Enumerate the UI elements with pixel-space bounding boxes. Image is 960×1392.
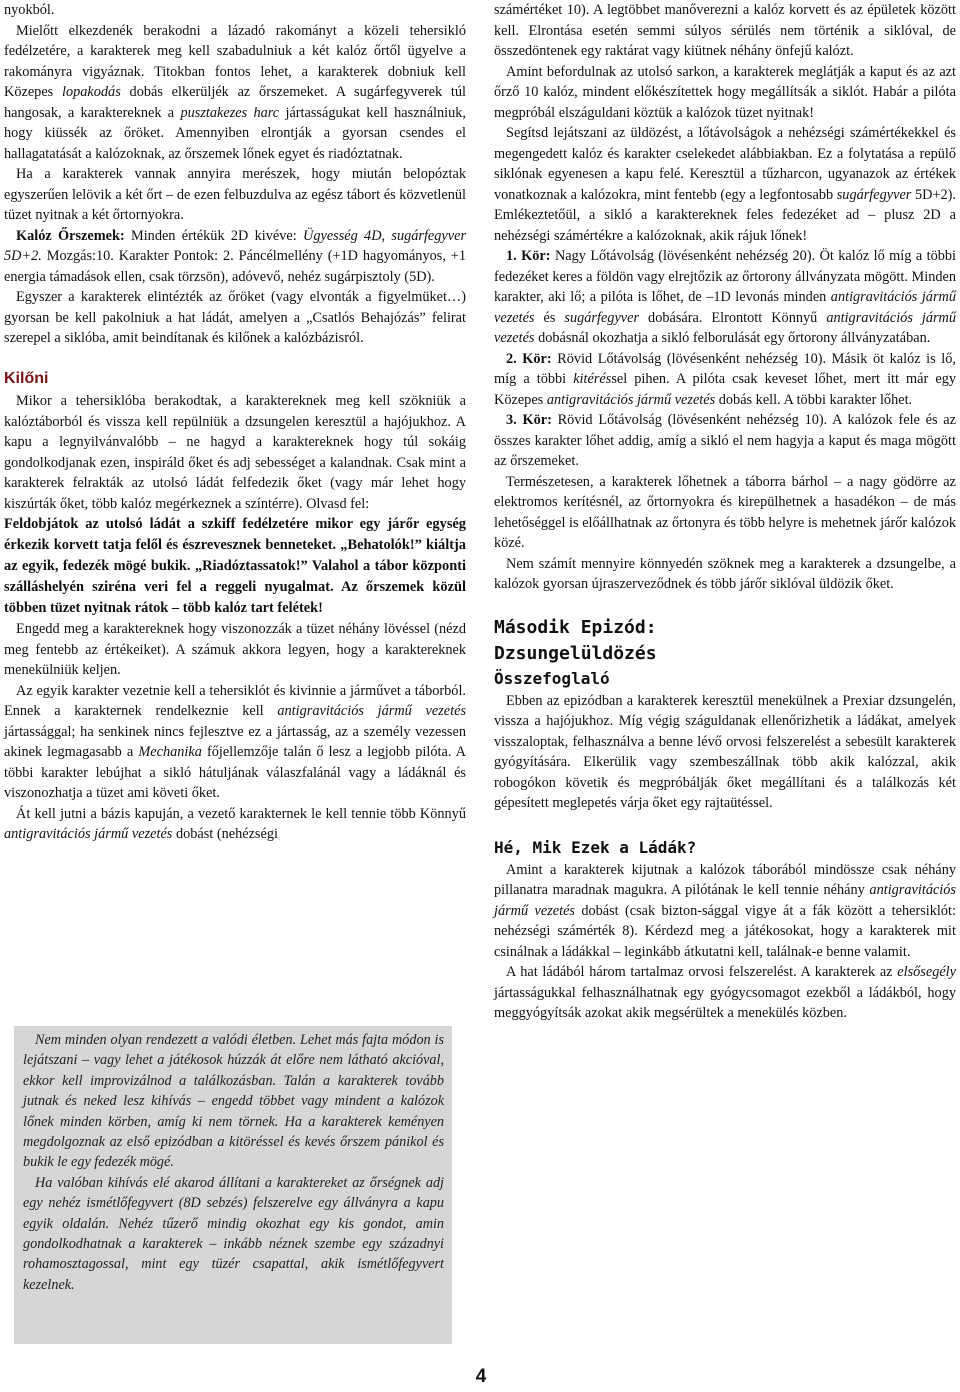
paragraph: Természetesen, a karakterek lőhetnek a táborra bárhol – a nagy gödörre az elektromos kerítésnél, az őrtornyokra és kirepülhetnek a hasadékon – de más lehetőséggel is előállhatnak az őrtonyra és több helyre is mehetnek járőr kalózok közé.: [494, 473, 956, 551]
sidebar-box: [14, 1026, 452, 1344]
section-heading: Hé, Mik Ezek a Ládák?: [494, 837, 697, 857]
episode-subtitle: Dzsungelüldözés: [494, 642, 657, 664]
paragraph: Segítsd lejátszani az üldözést, a lőtávolságok a nehézségi számértékekkel és megengedett kalóz és karakter cselekedet alábbiakban. Ez a folytatása a repülő siklónak egyenesen a kapu felé. Keresztül a tűzharcon, ugyanazok az értékek vonatkoznak a kalózokra, mint fentebb (egy a legfontosabb sugárfegyver 5D+2). Emlékeztetőül, a sikló a karaktereknek feles fedezéket ad – plusz 2D a nehézségi számértékre a kalózoknak, akik rájuk lőnek!: [494, 125, 956, 244]
paragraph: nyokból.: [4, 2, 55, 18]
paragraph: Egyszer a karakterek elintézték az őröket (vagy elvonták a figyelmüket…) gyorsan be kell pakolniuk a hat ládát, amelyen a „Csatlós Behajózás” felirat szerepel a siklóba, amit beindítanak és kilőnek a kalózbázisról.: [4, 289, 466, 346]
sidebar-paragraph: Ha valóban kihívás elé akarod állítani a karaktereket az őrségnek adj egy nehéz ismétlőfegyvert (8D sebzés) felszerelve egy állványra a kapu egyik oldalán. Nehéz tűzerő mindig okozhat egy kis gondot, amin gondolkodhatnak a karakterek – inkább néznek szembe egy századnyi rohamosztagossal, mint egy tüzér csapattal, akik ismétlőfegyvert kezelnek.: [23, 1174, 444, 1293]
paragraph: Át kell jutni a bázis kapuján, a vezető karakternek le kell tennie több Könnyű antigravitációs jármű vezetés dobást (nehézségi: [4, 805, 466, 842]
left-column: [4, 0, 466, 845]
sidebar-paragraph: Nem minden olyan rendezett a valódi életben. Lehet más fajta módon is lejátszani – vagy lehet a játékosok húzzák át előre nem látható akcióval, ekkor kell improvizálnod a találkozásban. Talán a karakterek tovább jutnak és neked lesz kihívás – engedd többet vagy mindent a kalózok lőnek minden körben, amíg ki nem törnek. Ha a karakterek keményen megdolgoznak az első epizódban a kitöréssel és kevés őrszem pánikol és bukik le egy fedezék mögé.: [23, 1032, 444, 1171]
round-3: 3. Kör: Rövid Lőtávolság (lövésenként nehézség 10). A kalózok fele és az összes karakter lőhet addig, amíg a sikló el nem hagyja a kaput és maga mögött az őrszemeket.: [494, 412, 956, 469]
paragraph: Az egyik karakter vezetnie kell a tehersiklót és kivinnie a járművet a táborból. Ennek a karakternek rendelkeznie kell antigravitációs jármű vezetés jártassággal; ha senkinek nincs fejlesztve ez a jártasság, az a személy vezessen akinek legmagasabb a Mechanika főjellemzője talán ő lesz a legjobb pilóta. A többi karakter lebújhat a sikló hátuljának válaszfalánál vagy a ládáknál és viszonozhatja a tüzet ami követi őket.: [4, 682, 467, 801]
paragraph: számértéket 10). A legtöbbet manőverezni a kalóz korvett és az épületek között kell. Elrontása esetén semmi súlyos sérülés nem történik a siklóval, de összedöntenek egy raktárat vagy kiütnek néhány önfejű kalózt.: [494, 2, 956, 59]
page-number: 4: [475, 1366, 487, 1387]
round-2: 2. Kör: Rövid Lőtávolság (lövésenként nehézség 10). Másik öt kalóz is lő, míg a többi kitéréssel pihen. A pilóta csak keveset lőhet, mert itt már egy Közepes antigravitációs jármű vezetés dobás kell. A többi karakter lőhet.: [494, 350, 956, 408]
paragraph: Nem számít mennyire könnyedén szöknek meg a karakterek a dzsungelbe, a kalózok gyorsan újraszerveződnek és több járőr siklóval üldözik őket.: [494, 555, 956, 592]
paragraph: Mikor a tehersiklóba berakodtak, a karaktereknek meg kell szökniük a kalóztáborból és vissza kell repülniük a dzsungelen keresztül a hajójukhoz. A kapu a legnyilvánvalóbb – ne hagyd a karaktereknek hogy túl sokáig gondolkodjanak ezen, inspiráld őket és adj sebességet a kalandnak. Csak mint a karakterek felrakták az utolsó ládát felfedezik őket (vagy már lehet hogy kiszúrták őket, több kalóz megérkeznek a színtérre). Olvasd fel:: [4, 393, 466, 512]
stat-block: Kalóz Őrszemek: Minden értékük 2D kivéve: Ügyesség 4D, sugárfegyver 5D+2. Mozgás:10. Karakter Pontok: 2. Páncélmellény (+1D hagyományos, +1 energia támadások ellen, csak törzsön), adóvevő, nehéz sugárpisztoly (5D).: [4, 227, 467, 285]
section-heading: Összefoglaló: [494, 668, 610, 688]
paragraph: Mielőtt elkezdenék berakodni a lázadó rakományt a közeli tehersikló fedélzetére, a karakterek meg kell szabadulniuk a két kalóz őrtől ügyelve a rakományra vigyáznak. Titokban fontos lehet, a karakterek dobniuk kell Közepes lopakodás dobás elkerüljék az őrszemeket. A sugárfegyverek túl hangosak, a karaktereknek a pusztakezes harc jártasságukat kell használniuk, hogy kiüssék az őröket. Amennyiben elrontják a gyorsan csendes el hallagatatását a kalózoknak, az őrszemek lőnek egyet és riadóztatnak.: [4, 22, 467, 162]
paragraph: A hat ládából három tartalmaz orvosi felszerelést. A karakterek az elsősegély jártasságukkal felhasználhatnak egy gyógycsomagot ezekből a ládákból, hogy meggyógyítsák azokat akik megsérültek a menekülés közben.: [494, 964, 957, 1021]
right-column: [494, 0, 956, 1024]
round-1: 1. Kör: Nagy Lőtávolság (lövésenként nehézség 20). Öt kalóz lő míg a többi fedezéket keres a földön vagy elrejtőzik az őrtorony állványzata mögött. Minden karakter, aki lő; a pilóta is lőhet, de –1D levonás minden antigravitációs jármű vezetés és sugárfegyver dobására. Elrontott Könnyű antigravitációs jármű vezetés dobásnál okozhatja a sikló felborulását egy őrtorony állványzatában.: [494, 248, 957, 346]
paragraph: Ebben az epizódban a karakterek keresztül menekülnek a Prexiar dzsungelén, vissza a hajójukhoz. Míg végig száguldanak ellenőrizhetik a ládákat, amelyek visszaloptak, felhasználva a benne lévő orvosi felszerelést a sebesült karakterek gyógyítására. Elkerülik vagy szembeszállnak több akik kalózzal, akik robogókon követik és megpróbálják őket megállítani és a találkozás két gépesített meglepetés várja őket egy rajtaütéssel.: [494, 692, 956, 811]
paragraph: Amint befordulnak az utolsó sarkon, a karakterek meglátják a kaput és az azt őrző 10 kalóz, mindent előkészítettek hogy megállítsák a siklót. Habár a pilóta megpróbál elszáguldani köztük a kalózok tüzet nyitnak!: [494, 63, 956, 121]
read-aloud-text: Feldobjátok az utolsó ládát a szkiff fedélzetére mikor egy járőr egység érkezik korvett tatja felől és észrevesznek benneteket. „Behatolók!” kiáltja az egyik, fedezék mögé bukik. „Riadóztassatok!” Valahol a tábor központi szálláshelyén sziréna veri fel a reggeli nyugalmat. Az őrszemek közül többen tüzet nyitnak rátok – több kalóz tart felétek!: [4, 516, 466, 616]
paragraph: Ha a karakterek vannak annyira merészek, hogy miután belopóztak egyszerűen lelövik a két őrt – de ezen felbuzdulva az egész tábort és közvetlenül tüzet nyitnak a két őrtornyokra.: [4, 166, 466, 223]
paragraph: Amint a karakterek kijutnak a kalózok táborából mindössze csak néhány pillanatra maradnak magukra. A pilótának le kell tennie néhány antigravitációs jármű vezetés dobást (csak bizton-sággal vigye át a fák között a tehersiklót: nehézségi számérték 8). Kérdezd meg a játékosokat, hogy a karakterek mit csinálnak a ládákkal – leginkább átkutatni kell, találnak-e benne valamit.: [494, 861, 956, 960]
paragraph: Engedd meg a karaktereknek hogy viszonozzák a tüzet néhány lövéssel (nézd meg fentebb az értékeiket). A számuk akkora legyen, hogy a karaktereknek menekülniük keljen.: [4, 621, 466, 678]
episode-title: Második Epizód:: [494, 616, 657, 638]
section-heading: Kilőni: [4, 369, 49, 387]
